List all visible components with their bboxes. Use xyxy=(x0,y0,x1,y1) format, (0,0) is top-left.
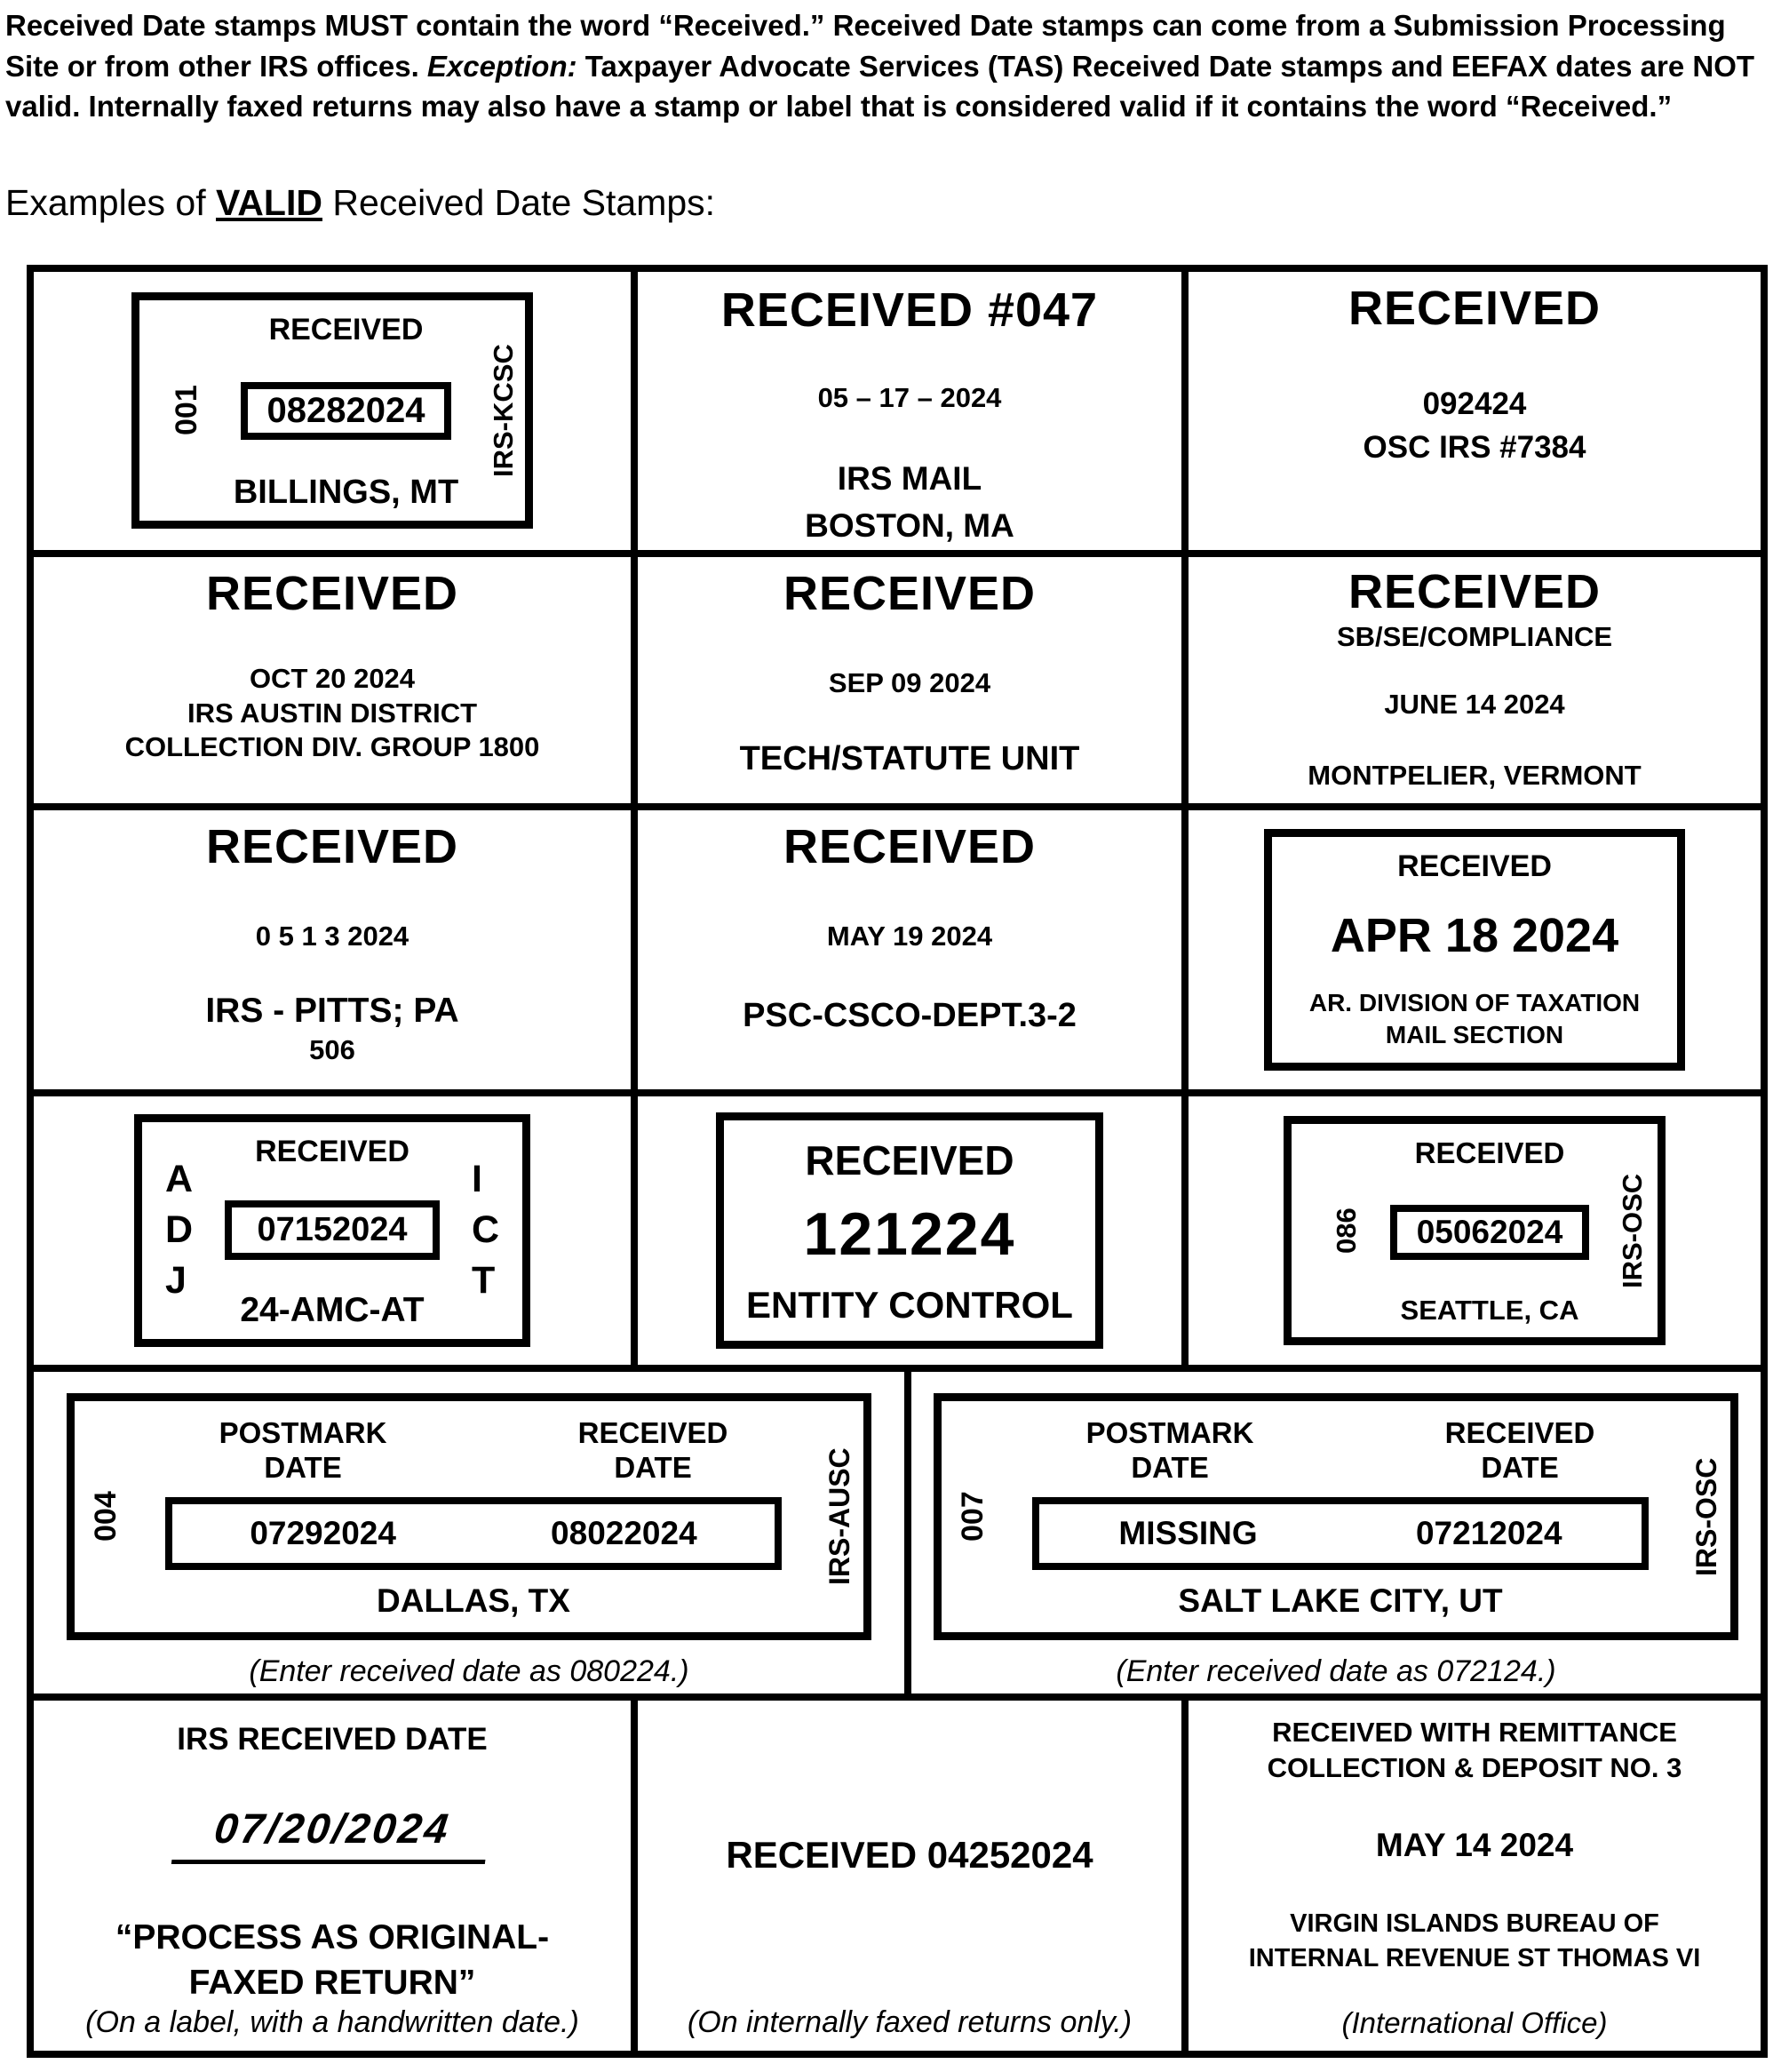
stamp-code-vertical: 086 xyxy=(1331,1207,1362,1254)
stamp-cell-arkansas xyxy=(1181,810,1761,1089)
date-label: 05 – 17 – 2024 xyxy=(817,381,1002,413)
process-line-2: FAXED RETURN” xyxy=(188,1963,476,2002)
postmark-header-line1: POSTMARK xyxy=(219,1415,387,1449)
received-label: RECEIVED xyxy=(1397,849,1552,883)
bureau-line-2: INTERNAL REVENUE ST THOMAS VI xyxy=(1248,1943,1701,1972)
date-box: 07152024 xyxy=(225,1200,439,1260)
table-row-6 xyxy=(34,1693,1761,2051)
letter-stack-ict xyxy=(472,1122,522,1339)
intro-paragraph xyxy=(0,0,1773,127)
letter: T xyxy=(471,1259,496,1303)
office-line-2: BOSTON, MA xyxy=(805,507,1014,545)
stamp-headers xyxy=(123,1415,823,1486)
city-label: MONTPELIER, VERMONT xyxy=(1308,759,1642,791)
table-row-4 xyxy=(34,1089,1761,1365)
letter: A xyxy=(165,1158,194,1201)
postmark-date-value: MISSING xyxy=(1118,1515,1258,1552)
remittance-line-2: COLLECTION & DEPOSIT NO. 3 xyxy=(1267,1752,1682,1784)
date-label: OCT 20 2024 xyxy=(249,662,416,694)
office-line-1: AR. DIVISION OF TAXATION xyxy=(1308,989,1641,1017)
received-title: RECEIVED xyxy=(205,819,459,873)
dual-date-box xyxy=(165,1497,781,1570)
letter: I xyxy=(471,1158,482,1201)
handwritten-date: 07/20/2024 xyxy=(171,1804,493,1864)
received-label: RECEIVED xyxy=(255,1134,409,1168)
stamp-cell-entity-control xyxy=(631,1096,1181,1365)
stamp-box-seattle xyxy=(1284,1116,1666,1345)
table-row-3 xyxy=(34,803,1761,1089)
stamp-cell-seattle xyxy=(1181,1096,1761,1365)
letter: C xyxy=(471,1208,499,1252)
stamp-cell-boston xyxy=(631,272,1181,550)
intro-text-before: Received Date stamps MUST contain the word “Received.” Received Date stamps can come from a Submission Processing Site or from other IRS offices. xyxy=(5,9,1726,83)
received-date-value: 07212024 xyxy=(1415,1515,1562,1552)
stamp-center xyxy=(204,300,488,521)
table-row-1 xyxy=(34,272,1761,550)
table-row-2 xyxy=(34,550,1761,803)
bureau-line-1: VIRGIN ISLANDS BUREAU OF xyxy=(1290,1909,1659,1939)
city-label: SEATTLE, CA xyxy=(1400,1294,1579,1326)
postmark-date-header xyxy=(1086,1415,1254,1486)
postmark-date-header xyxy=(219,1415,387,1486)
office-lines xyxy=(205,992,458,1066)
office-lines xyxy=(805,455,1014,550)
letter: D xyxy=(165,1208,194,1252)
usage-caption: (On a label, with a handwritten date.) xyxy=(85,2005,579,2040)
date-label: SEP 09 2024 xyxy=(828,666,991,698)
office-line-2: MAIL SECTION xyxy=(1385,1021,1564,1049)
entry-instruction-caption: (Enter received date as 072124.) xyxy=(1116,1654,1556,1688)
office-line-1: IRS MAIL xyxy=(837,459,982,497)
stamp-box-arkansas xyxy=(1264,829,1685,1071)
office-line: OSC IRS #7384 xyxy=(1363,429,1586,465)
stamp-cell-kcsc xyxy=(34,272,631,550)
office-lines xyxy=(1364,382,1586,469)
stamp-cell-internal-fax xyxy=(631,1701,1181,2051)
received-header-line1: RECEIVED xyxy=(1444,1415,1595,1449)
stamp-center xyxy=(123,1401,823,1632)
stamp-box-adj-ict xyxy=(134,1114,530,1347)
received-date-value: 08022024 xyxy=(551,1515,697,1552)
org-subtitle: SB/SE/COMPLIANCE xyxy=(1336,620,1613,652)
stamp-center xyxy=(193,1122,472,1339)
stamp-cell-osc xyxy=(1181,272,1761,550)
postmark-header-line2: DATE xyxy=(264,1451,342,1485)
office-line: IRS - PITTS; PA xyxy=(205,991,459,1030)
heading-valid-emphasis: VALID xyxy=(216,181,322,223)
date-label: 121224 xyxy=(803,1199,1016,1268)
stamp-center xyxy=(1363,1124,1617,1337)
postmark-date-value: 07292024 xyxy=(250,1515,396,1552)
received-date-header xyxy=(578,1415,728,1486)
office-line: TECH/STATUTE UNIT xyxy=(739,739,1080,777)
usage-caption: (International Office) xyxy=(1341,2006,1608,2040)
received-date-header xyxy=(1445,1415,1595,1486)
stamp-cell-dallas xyxy=(34,1372,904,1693)
stamp-box-salt-lake xyxy=(934,1393,1738,1640)
office-line-2: COLLECTION DIV. GROUP 1800 xyxy=(124,731,540,763)
received-title: RECEIVED xyxy=(1348,564,1602,618)
received-title: RECEIVED xyxy=(783,819,1037,873)
remittance-line-1: RECEIVED WITH REMITTANCE xyxy=(1272,1716,1677,1748)
heading-suffix: Received Date Stamps: xyxy=(322,181,716,223)
process-lines xyxy=(115,1916,549,2005)
office-line-1: IRS AUSTIN DISTRICT xyxy=(187,697,478,729)
city-label: DALLAS, TX xyxy=(377,1582,570,1619)
received-label: RECEIVED xyxy=(805,1136,1014,1183)
stamp-cell-salt-lake xyxy=(904,1372,1761,1693)
received-label: RECEIVED xyxy=(268,313,424,347)
postmark-header-line1: POSTMARK xyxy=(1085,1415,1254,1449)
bureau-lines xyxy=(1249,1907,1701,1975)
date-label: APR 18 2024 xyxy=(1330,908,1619,962)
stamp-center xyxy=(990,1401,1690,1632)
received-header-line2: DATE xyxy=(614,1451,692,1485)
office-code: 506 xyxy=(309,1033,355,1065)
office-lines xyxy=(125,662,540,765)
stamp-code-vertical: 001 xyxy=(170,385,203,436)
examples-heading xyxy=(5,182,1773,224)
date-box: 05062024 xyxy=(1390,1205,1590,1260)
received-title: RECEIVED xyxy=(205,566,459,620)
received-title: RECEIVED xyxy=(1348,281,1602,335)
process-line-1: “PROCESS AS ORIGINAL- xyxy=(115,1917,550,1956)
postmark-header-line2: DATE xyxy=(1131,1451,1209,1485)
stamp-cell-virgin-islands xyxy=(1181,1701,1761,2051)
received-label: RECEIVED xyxy=(1414,1136,1565,1169)
stamp-code-vertical: 004 xyxy=(89,1491,123,1542)
stamp-cell-sbse xyxy=(1181,557,1761,803)
date-label: 0 5 1 3 2024 xyxy=(255,920,409,952)
remittance-lines xyxy=(1268,1715,1682,1787)
office-line: PSC-CSCO-DEPT.3-2 xyxy=(743,996,1077,1034)
stamp-cell-adj-ict xyxy=(34,1096,631,1365)
date-label: MAY 19 2024 xyxy=(826,920,993,952)
city-label: SALT LAKE CITY, UT xyxy=(1178,1582,1503,1619)
stamp-org-vertical: IRS-KCSC xyxy=(488,344,519,478)
stamp-box-kcsc xyxy=(131,292,533,529)
stamp-headers xyxy=(990,1415,1690,1486)
received-title: RECEIVED #047 xyxy=(720,283,1099,337)
stamp-cell-psc-csco xyxy=(631,810,1181,1089)
received-header-line2: DATE xyxy=(1481,1451,1559,1485)
stamp-box-entity xyxy=(716,1112,1103,1349)
stamp-org-vertical: IRS-AUSC xyxy=(823,1447,855,1586)
date-label: 092424 xyxy=(1422,386,1527,421)
stamp-org-vertical: IRS-OSC xyxy=(1617,1173,1648,1288)
stamp-code-vertical: 007 xyxy=(956,1491,990,1542)
stamp-cell-austin xyxy=(34,557,631,803)
received-header-line1: RECEIVED xyxy=(577,1415,728,1449)
date-box: 08282024 xyxy=(241,382,452,440)
office-lines xyxy=(1309,987,1640,1052)
received-title: RECEIVED xyxy=(783,566,1037,620)
date-label: MAY 14 2024 xyxy=(1375,1827,1574,1864)
stamps-table xyxy=(27,265,1768,2059)
entry-instruction-caption: (Enter received date as 080224.) xyxy=(249,1654,689,1688)
date-label: JUNE 14 2024 xyxy=(1384,688,1565,720)
stamp-box-dallas xyxy=(67,1393,871,1640)
stamp-org-vertical: IRS-OSC xyxy=(1690,1457,1722,1576)
usage-caption: (On internally faxed returns only.) xyxy=(687,2005,1133,2040)
office-line: ENTITY CONTROL xyxy=(746,1283,1073,1326)
dual-date-box xyxy=(1032,1497,1648,1570)
office-line: 24-AMC-AT xyxy=(240,1290,425,1329)
stamp-cell-tech-statute xyxy=(631,557,1181,803)
received-date-line: RECEIVED 04252024 xyxy=(726,1833,1093,1876)
intro-text-after: Taxpayer Advocate Services (TAS) Received Date stamps and EEFAX dates are NOT valid. Internally faxed returns may also have a stamp or label that is considered valid if it contains the word “Received.” xyxy=(5,49,1755,124)
city-label: BILLINGS, MT xyxy=(233,474,459,512)
stamp-cell-handwritten-label xyxy=(34,1701,631,2051)
received-title: IRS RECEIVED DATE xyxy=(177,1721,488,1757)
letter: J xyxy=(165,1259,187,1303)
heading-prefix: Examples of xyxy=(5,181,216,223)
letter-stack-adj xyxy=(142,1122,193,1339)
table-row-5 xyxy=(34,1365,1761,1693)
stamp-cell-pittsburgh xyxy=(34,810,631,1089)
exception-label: Exception: xyxy=(426,49,577,83)
